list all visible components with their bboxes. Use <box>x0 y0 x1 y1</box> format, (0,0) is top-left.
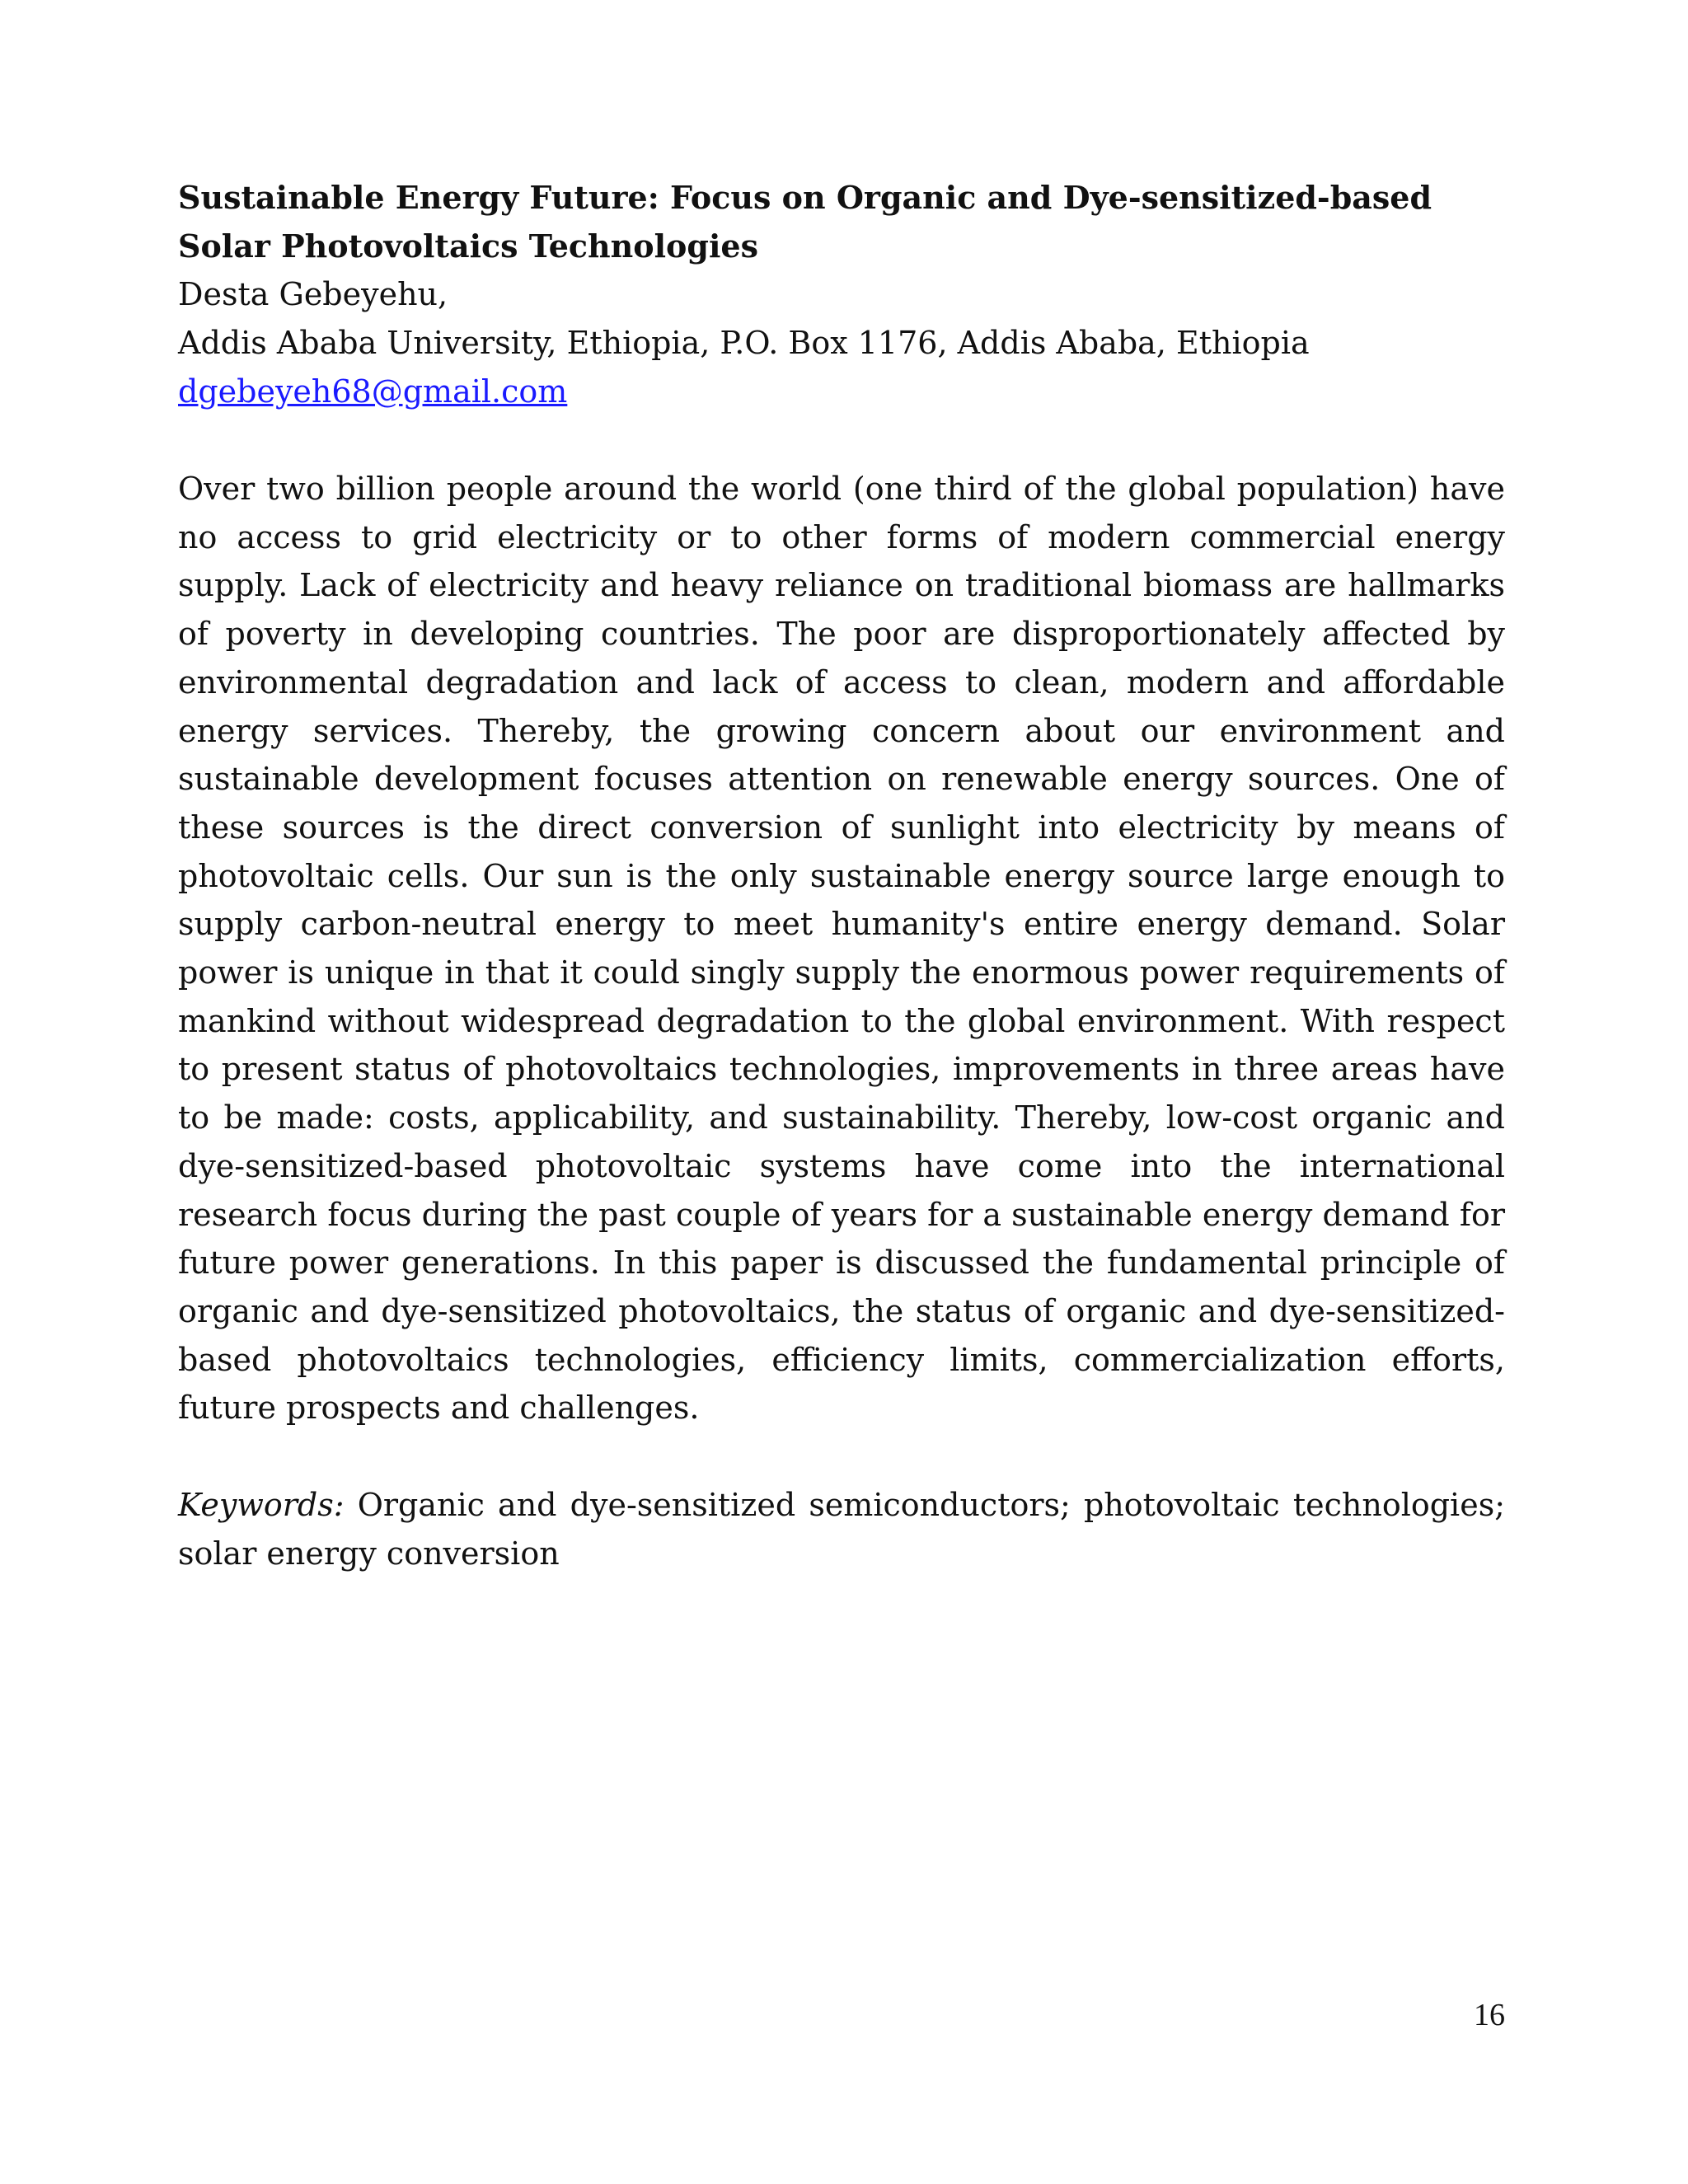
keywords-label: Keywords: <box>178 1487 345 1524</box>
author-name: Desta Gebeyehu, <box>178 276 448 312</box>
email-line <box>178 368 1505 416</box>
abstract-paragraph: Over two billion people around the world (one third of the global population) have no access to grid electricity or to other forms of modern commercial energy supply. Lack of electricity and heavy reliance on traditional biomass are hallmarks of poverty in developing countries. The poor are disproportionately affected by environmental degradation and lack of access to clean, modern and affordable energy services. Thereby, the growing concern about our environment and sustainable development focuses attention on renewable energy sources. One of these sources is the direct conversion of sunlight into electricity by means of photovoltaic cells. Our sun is the only sustainable energy source large enough to supply carbon-neutral energy to meet humanity's entire energy demand. Solar power is unique in that it could singly supply the enormous power requirements of mankind without widespread degradation to the global environment. With respect to present status of photovoltaics technologies, improvements in three areas have to be made: costs, applicability, and sustainability. Thereby, low-cost organic and dye-sensitized-based photovoltaic systems have come into the international research focus during the past couple of years for a sustainable energy demand for future power generations. In this paper is discussed the fundamental principle of organic and dye-sensitized photovoltaics, the status of organic and dye-sensitized-based photovoltaics technologies, efficiency limits, commercialization efforts, future prospects and challenges. <box>178 471 1505 1427</box>
keywords-paragraph <box>178 1481 1505 1578</box>
author-email-link[interactable]: dgebeyeh68@gmail.com <box>178 373 568 410</box>
paper-content <box>178 173 1505 1578</box>
author-affiliation: Addis Ababa University, Ethiopia, P.O. Box 1176, Addis Ababa, Ethiopia <box>178 325 1310 361</box>
keywords-text: Organic and dye-sensitized semiconductors; photovoltaic technologies; solar energy conversion <box>178 1487 1505 1572</box>
page-number: 16 <box>1474 1998 1505 2032</box>
paper-title: Sustainable Energy Future: Focus on Organic and Dye-sensitized-based Solar Photovoltaics Technologies <box>178 179 1432 265</box>
